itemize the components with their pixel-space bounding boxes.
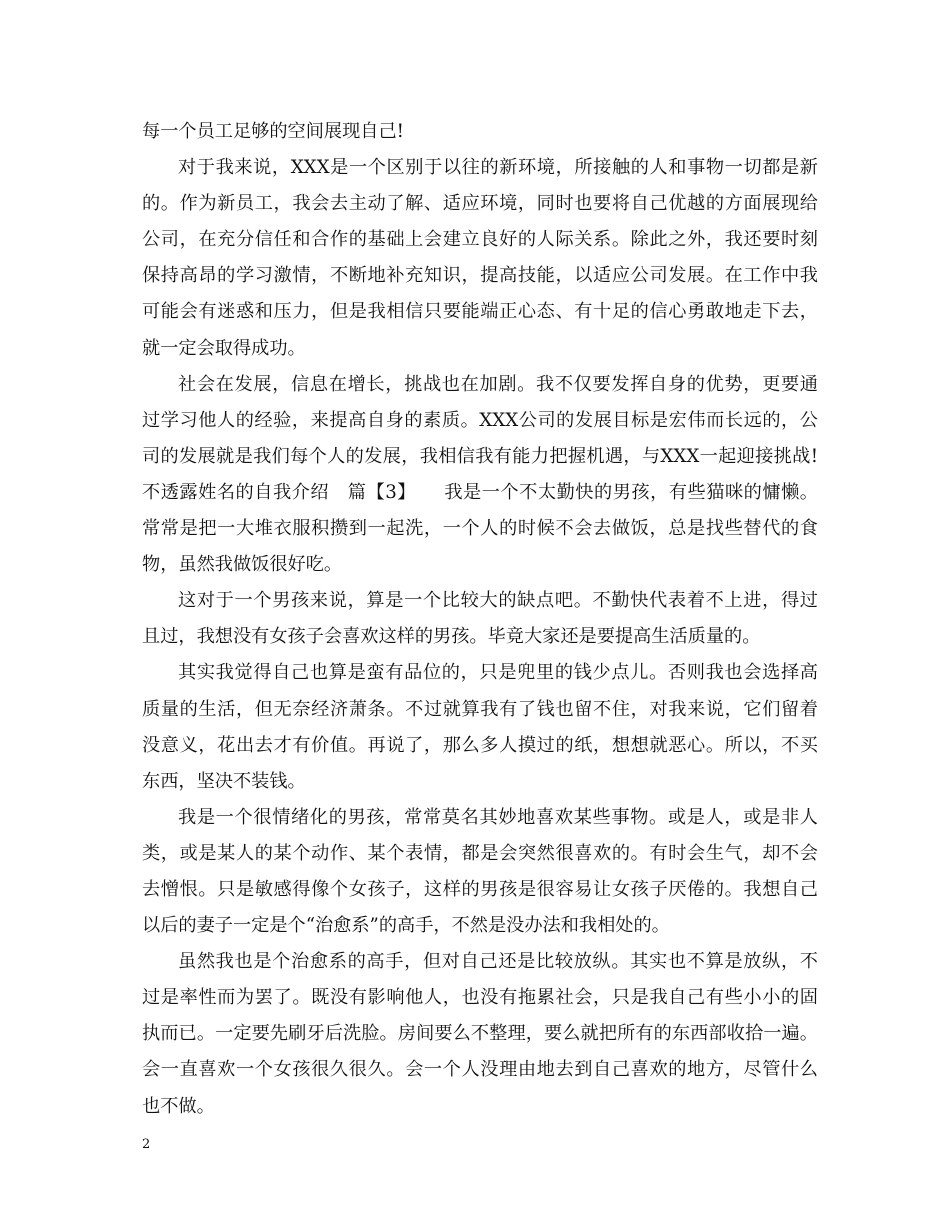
text-line: 社会在发展，信息在增长，挑战也在加剧。我不仅要发挥自身的优势，更要通 xyxy=(178,373,818,395)
text-line: 且过，我想没有女孩子会喜欢这样的男孩。毕竟大家还是要提高生活质量的。 xyxy=(142,626,761,648)
text-line: 我是一个很情绪化的男孩，常常莫名其妙地喜欢某些事物。或是人，或是非人 xyxy=(178,806,818,828)
text-line: 每一个员工足够的空间展现自己! xyxy=(142,121,404,142)
text-line: 常常是把一大堆衣服积攒到一起洗，一个人的时候不会去做饭，总是找些替代的食 xyxy=(142,518,818,540)
text-line: 就一定会取得成功。 xyxy=(142,337,306,359)
text-line: 类，或是某人的某个动作、某个表情，都是会突然很喜欢的。有时会生气，却不会 xyxy=(142,842,818,864)
text-line: 会一直喜欢一个女孩很久很久。会一个人没理由地去到自己喜欢的地方，尽管什么 xyxy=(142,1059,818,1081)
text-line: 这对于一个男孩来说，算是一个比较大的缺点吧。不勤快代表着不上进，得过 xyxy=(178,590,818,612)
text-line: 执而已。一定要先刷牙后洗脸。房间要么不整理，要么就把所有的东西部收拾一遍。 xyxy=(142,1023,818,1045)
text-line: 没意义，花出去才有价值。再说了，那么多人摸过的纸，想想就恶心。所以，不买 xyxy=(142,734,818,756)
text-line: 质量的生活，但无奈经济萧条。不过就算我有了钱也留不住，对我来说，它们留着 xyxy=(142,698,818,720)
text-line: 物，虽然我做饭很好吃。 xyxy=(142,554,343,576)
text-line: 虽然我也是个治愈系的高手，但对自己还是比较放纵。其实也不算是放纵，不 xyxy=(178,951,818,973)
document-body xyxy=(142,114,818,1125)
text-line: 可能会有迷惑和压力，但是我相信只要能端正心态、有十足的信心勇敢地走下去， xyxy=(142,301,818,323)
text-line: 对于我来说，XXX是一个区别于以往的新环境，所接触的人和事物一切都是新 xyxy=(178,157,818,179)
text-line: 其实我觉得自己也算是蛮有品位的，只是兜里的钱少点儿。否则我也会选择高 xyxy=(178,662,818,684)
text-line: 以后的妻子一定是个“治愈系”的高手，不然是没办法和我相处的。 xyxy=(142,915,670,937)
text-line: 保持高昂的学习激情，不断地补充知识，提高技能，以适应公司发展。在工作中我 xyxy=(142,265,818,287)
text-line: 过是率性而为罢了。既没有影响他人，也没有拖累社会，只是我自己有些小小的固 xyxy=(142,987,818,1009)
text-line: 也不做。 xyxy=(142,1095,215,1117)
text-line: 司的发展就是我们每个人的发展，我相信我有能力把握机遇，与XXX一起迎接挑战! xyxy=(142,445,818,467)
text-line: 去憎恨。只是敏感得像个女孩子，这样的男孩是很容易让女孩子厌倦的。我想自己 xyxy=(142,878,818,900)
text-line: 过学习他人的经验，来提高自身的素质。XXX公司的发展目标是宏伟而长远的，公 xyxy=(142,409,818,431)
page-number: 2 xyxy=(142,1137,151,1152)
text-line: 的。作为新员工，我会去主动了解、适应环境，同时也要将自己优越的方面展现给 xyxy=(142,193,818,215)
text-line: 东西，坚决不装钱。 xyxy=(142,770,306,792)
text-line: 公司，在充分信任和合作的基础上会建立良好的人际关系。除此之外，我还要时刻 xyxy=(142,229,818,251)
text-line: 不透露姓名的自我介绍 篇【3】 我是一个不太勤快的男孩，有些猫咪的慵懒。 xyxy=(142,481,818,503)
